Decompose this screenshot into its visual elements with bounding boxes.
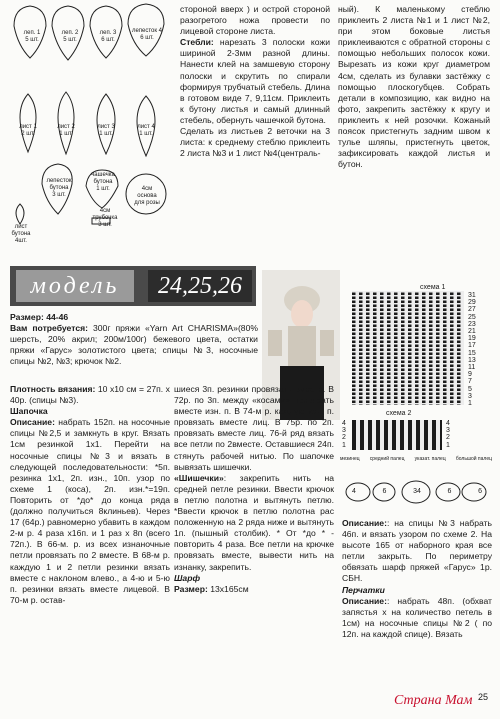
rose-base-label: 4см основа для розы [134,186,160,206]
materials-block: Размер: 44-46 Вам потребуется: 300г пряжи «Yarn Art CHARISMA»(80% шерсть, 20% акрил; 200м/100г) бежевого цвета, остатки пряжи «Гарус» золотистого цвета; спицы №3, носочные спицы №2, №3; крючок №2. [10,312,259,367]
page-number: 25 [478,692,489,702]
scheme-2-row-right: 4 3 2 1 [446,420,450,449]
bud-petal-label: лепесток бутона 3 шт. [46,178,72,198]
finger-numbers: 4 6 34 6 6 [352,488,482,495]
bud-cup-label: чашечка бутона 1 шт. [91,172,115,192]
scheme-1-title: схема 1 [420,284,446,291]
scheme-2-grid [352,420,442,450]
col-mid-bottom: шиеся 3п. резинки провязать вместе. В 72р. по 3п. между «косами» провязать вместе изн. п. В 74-м р. каждую изн. п. провязать вместе лиц. В 75р. по 2п. провязать вместе лиц. 76-й ряд вязать все петли по 2вместе. Оставшиеся 24п. стянуть рабочей нитью. По шапочке вывязать шишечки. «Шишечки»: закрепить нить на средней петле резинки. Ввести крючок в петлю полотна и вытянуть петлю. *Ввести крючок в петлю полотна рас положенную на 2 ряда ниже и вытянуть 1п. (пышный столбик). * От *до * - повторить 4 раза. Все петли на крючке провязать вместе, вывести нить на изнанку, закрепить. Шарф Размер: 13х165см [174,384,334,594]
leaf-3-label: лист 3 1 шт. [97,124,115,137]
leaf-1-label: лист 1 2 шт. [19,124,37,137]
col-right-bottom: Описание:: на спицы №3 набрать 46п. и вязать узором по схеме 2. На высоте 165 от наборного края все петли закрыть. По периметру обвязать шарф пряжей «Гарус» 1р. СБН. Перчатки Описание:: набрать 48п. (обхват запястья х на количество петель в 1см) на носочные спицы №2 ( по 12п. на каждой спице). Вязать [342,518,492,639]
bud-leaf-shape [16,204,24,224]
leaf-1-shape [20,94,36,152]
petal-2-label: леп. 2 5 шт. [61,30,79,43]
leaf-2-shape [58,92,74,154]
col-right-top: ный). К маленькому стеблю приклеить 2 листа №1 и 1 лист №2, при этом боковые листья приклеиваются с обратной стороны с помощью небольших полосок кожи. Вырезать из кожи круг диаметром 4см, сделать из булавки застёжку с помощью плоскогубцев. Собрать детали в композицию, как видно на фото, закрепить застёжку к кругу и приклеить к ней розочки. Кожаный поясок пристегнуть задним швом к тулье шляпы, пристегнуть цветок, зафиксировать каждой листья и бутон. [338,4,490,170]
petal-3-label: леп. 3 6 шт. [99,30,117,43]
bud-leaf-label: лист бутона 4шт. [11,224,31,244]
finger-labels: мезинец средний палец указат. палец большой палец [340,456,492,462]
site-watermark: Страна Мам [394,693,473,708]
model-banner [10,266,256,306]
scheme-1-grid [352,291,464,405]
hat-block: Плотность вязания: 10 х10 см = 27п. х 40р. (спицы №3). Шапочка Описание: набрать 152п. на носочные спицы №2,5 и замкнуть в круг. Вязать 1см резинкой 1х1. Перейти на носочные спицы №3 и вязать в следующей последовательности: *5п. резинка 1х1, 2п. изн., 10п. узор по схеме 1 (коса), 2п. изн.*=19п. Повторить от *до* до конца ряда (должно получиться 8клиньев). Через 17 (64р.) равномерно убавить в каждом 2-м р. 4 раза х16п. и 1 раз х 8п (всего 72п.). В 66-м. р. из всех изнаночные петли провязать по 2 вместе. В 68-м р. каждую 1 и 2 петли резинки вязать вместе с наклоном влево., а 4-ю и 5-ю п. резинки вязать вместе лицевой. В 70-м р. остав- [10,384,170,605]
stem-tube-label: 4см трубочка 3 шт. [92,208,118,228]
petal-4-label: лепесток 4 6 шт. [131,28,163,41]
model-word: модель [16,270,134,302]
scheme-2-title: схема 2 [386,410,412,417]
leaf-4-label: лист 4 1 шт. [137,124,155,137]
scheme-2-row-left: 4 3 2 1 [342,420,346,449]
leaf-2-label: лист 2 1 шт. [57,124,75,137]
petal-1-label: леп. 1 5 шт. [23,30,41,43]
scheme-1-row-numbers: 31 29 27 25 23 21 19 17 15 13 11 9 7 5 3 1 [468,292,476,408]
col-mid-top: стороной вверх ) и острой стороной разогретого ножа провести по лицевой стороне листа. Стебли: нарезать 3 полоски кожи шириной 2-3мм разной длины. Нанести клей на замшевую сторону полоски и скрутить по спирали формируя трубчатый стебель. Длина в готовом виде 7, 9,11см. Приклеить к бутону листья и самый длинный стебель, обернуть чашечкой бутона. Сделать из листьев 2 веточки на 3 листа: к среднему стеблю приклеить 2 листа №3 и 1 лист №4(централь- [180,4,330,159]
model-number: 24,25,26 [148,270,252,302]
